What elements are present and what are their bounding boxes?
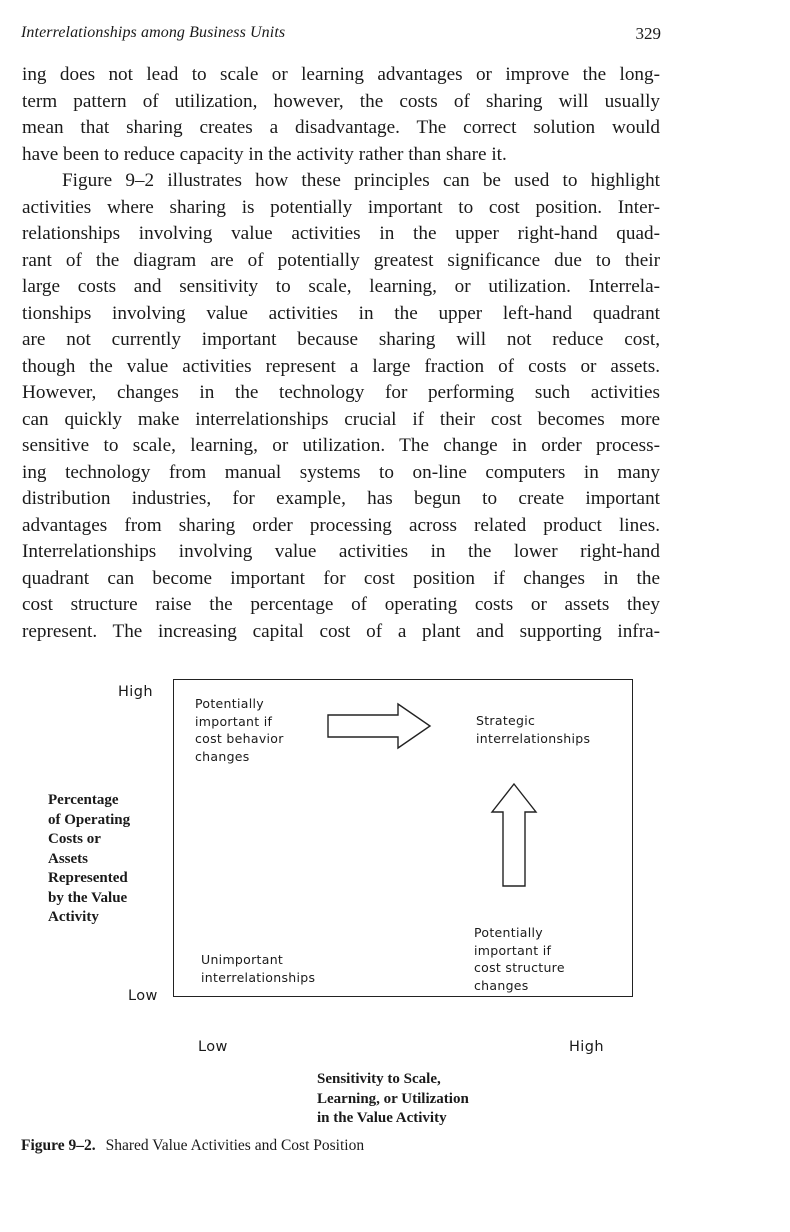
x-axis-title-line: in the Value Activity bbox=[317, 1110, 447, 1126]
x-axis-title-line: Learning, or Utilization bbox=[317, 1090, 469, 1107]
lower-right-quadrant-label bbox=[474, 924, 565, 994]
page-number: 329 bbox=[635, 24, 661, 43]
text-line: quadrant can become important for cost position if changes in the bbox=[22, 567, 660, 589]
upper-left-quadrant-label bbox=[195, 695, 284, 765]
quadrant-label-line: changes bbox=[474, 977, 529, 993]
x-axis-title bbox=[317, 1070, 469, 1129]
text-line: relationships involving value activities in the upper right-hand quad- bbox=[22, 223, 660, 244]
y-axis-title-line: Assets bbox=[48, 850, 88, 867]
quadrant-label-line: cost behavior bbox=[195, 731, 284, 746]
text-line: advantages from sharing order processing across related product lines. bbox=[22, 514, 660, 536]
text-line: sensitive to scale, learning, or utilization. The change in order process- bbox=[22, 435, 660, 456]
text-line: can quickly make interrelationships crucial if their cost becomes more bbox=[22, 408, 660, 430]
text-line: large costs and sensitivity to scale, learning, or utilization. Interrela- bbox=[22, 276, 660, 297]
body-text bbox=[22, 62, 660, 645]
x-axis-title-line: Sensitivity to Scale, bbox=[317, 1071, 441, 1087]
figure-9-2 bbox=[0, 660, 790, 1180]
text-line: mean that sharing creates a disadvantage. The correct solution would bbox=[22, 117, 660, 138]
figure-caption bbox=[21, 1137, 364, 1155]
y-axis-title-line: Percentage bbox=[48, 792, 119, 808]
y-axis-title-line: Represented bbox=[48, 870, 128, 886]
quadrant-label-line: interrelationships bbox=[476, 730, 591, 746]
right-arrow-icon bbox=[326, 702, 436, 750]
y-axis-title-line: Costs or bbox=[48, 831, 101, 847]
text-line: activities where sharing is potentially important to cost position. Inter- bbox=[22, 196, 660, 218]
quadrant-label-line: important if bbox=[474, 942, 552, 958]
y-axis-title-line: by the Value bbox=[48, 889, 128, 906]
text-line: have been to reduce capacity in the activity rather than share it. bbox=[22, 143, 507, 165]
quadrant-label-line: Potentially bbox=[195, 696, 264, 711]
text-line: distribution industries, for example, has begun to create important bbox=[22, 488, 660, 509]
caption-text: Shared Value Activities and Cost Position bbox=[105, 1137, 365, 1154]
quadrant-label-line: changes bbox=[195, 748, 250, 764]
upper-right-quadrant-label bbox=[476, 712, 590, 747]
y-axis-low-label: Low bbox=[128, 988, 158, 1004]
caption-number: Figure 9–2. bbox=[21, 1137, 96, 1154]
quadrant-label-line: cost structure bbox=[474, 960, 565, 975]
quadrant-label-line: important if bbox=[195, 713, 273, 729]
up-arrow-icon bbox=[490, 782, 538, 888]
running-title: Interrelationships among Business Units bbox=[21, 24, 286, 41]
y-axis-high-label: High bbox=[118, 684, 153, 700]
x-axis-low-label: Low bbox=[198, 1039, 228, 1055]
lower-left-quadrant-label bbox=[201, 951, 315, 986]
quadrant-label-line: Unimportant bbox=[201, 952, 284, 967]
y-axis-title-line: of Operating bbox=[48, 811, 131, 828]
text-line: ing technology from manual systems to on-line computers in many bbox=[22, 461, 660, 483]
y-axis-title bbox=[48, 791, 130, 928]
text-line: ing does not lead to scale or learning advantages or improve the long- bbox=[22, 64, 660, 85]
text-line: though the value activities represent a large fraction of costs or assets. bbox=[22, 355, 660, 377]
text-line: Figure 9–2 illustrates how these principles can be used to highlight bbox=[62, 170, 660, 191]
text-line: rant of the diagram are of potentially greatest significance due to their bbox=[22, 249, 660, 271]
text-line: represent. The increasing capital cost of a plant and supporting infra- bbox=[22, 620, 660, 642]
running-head bbox=[21, 24, 661, 46]
text-line: However, changes in the technology for performing such activities bbox=[22, 382, 660, 403]
quadrant-label-line: interrelationships bbox=[201, 969, 316, 985]
y-axis-title-line: Activity bbox=[48, 909, 99, 925]
quadrant-label-line: Potentially bbox=[474, 925, 543, 940]
text-line: cost structure raise the percentage of operating costs or assets they bbox=[22, 594, 660, 615]
text-line: are not currently important because sharing will not reduce cost, bbox=[22, 329, 660, 350]
quadrant-label-line: Strategic bbox=[476, 713, 536, 728]
x-axis-high-label: High bbox=[569, 1039, 604, 1055]
text-line: term pattern of utilization, however, the costs of sharing will usually bbox=[22, 90, 660, 112]
text-line: tionships involving value activities in the upper left-hand quadrant bbox=[22, 302, 660, 324]
text-line: Interrelationships involving value activities in the lower right-hand bbox=[22, 541, 660, 562]
